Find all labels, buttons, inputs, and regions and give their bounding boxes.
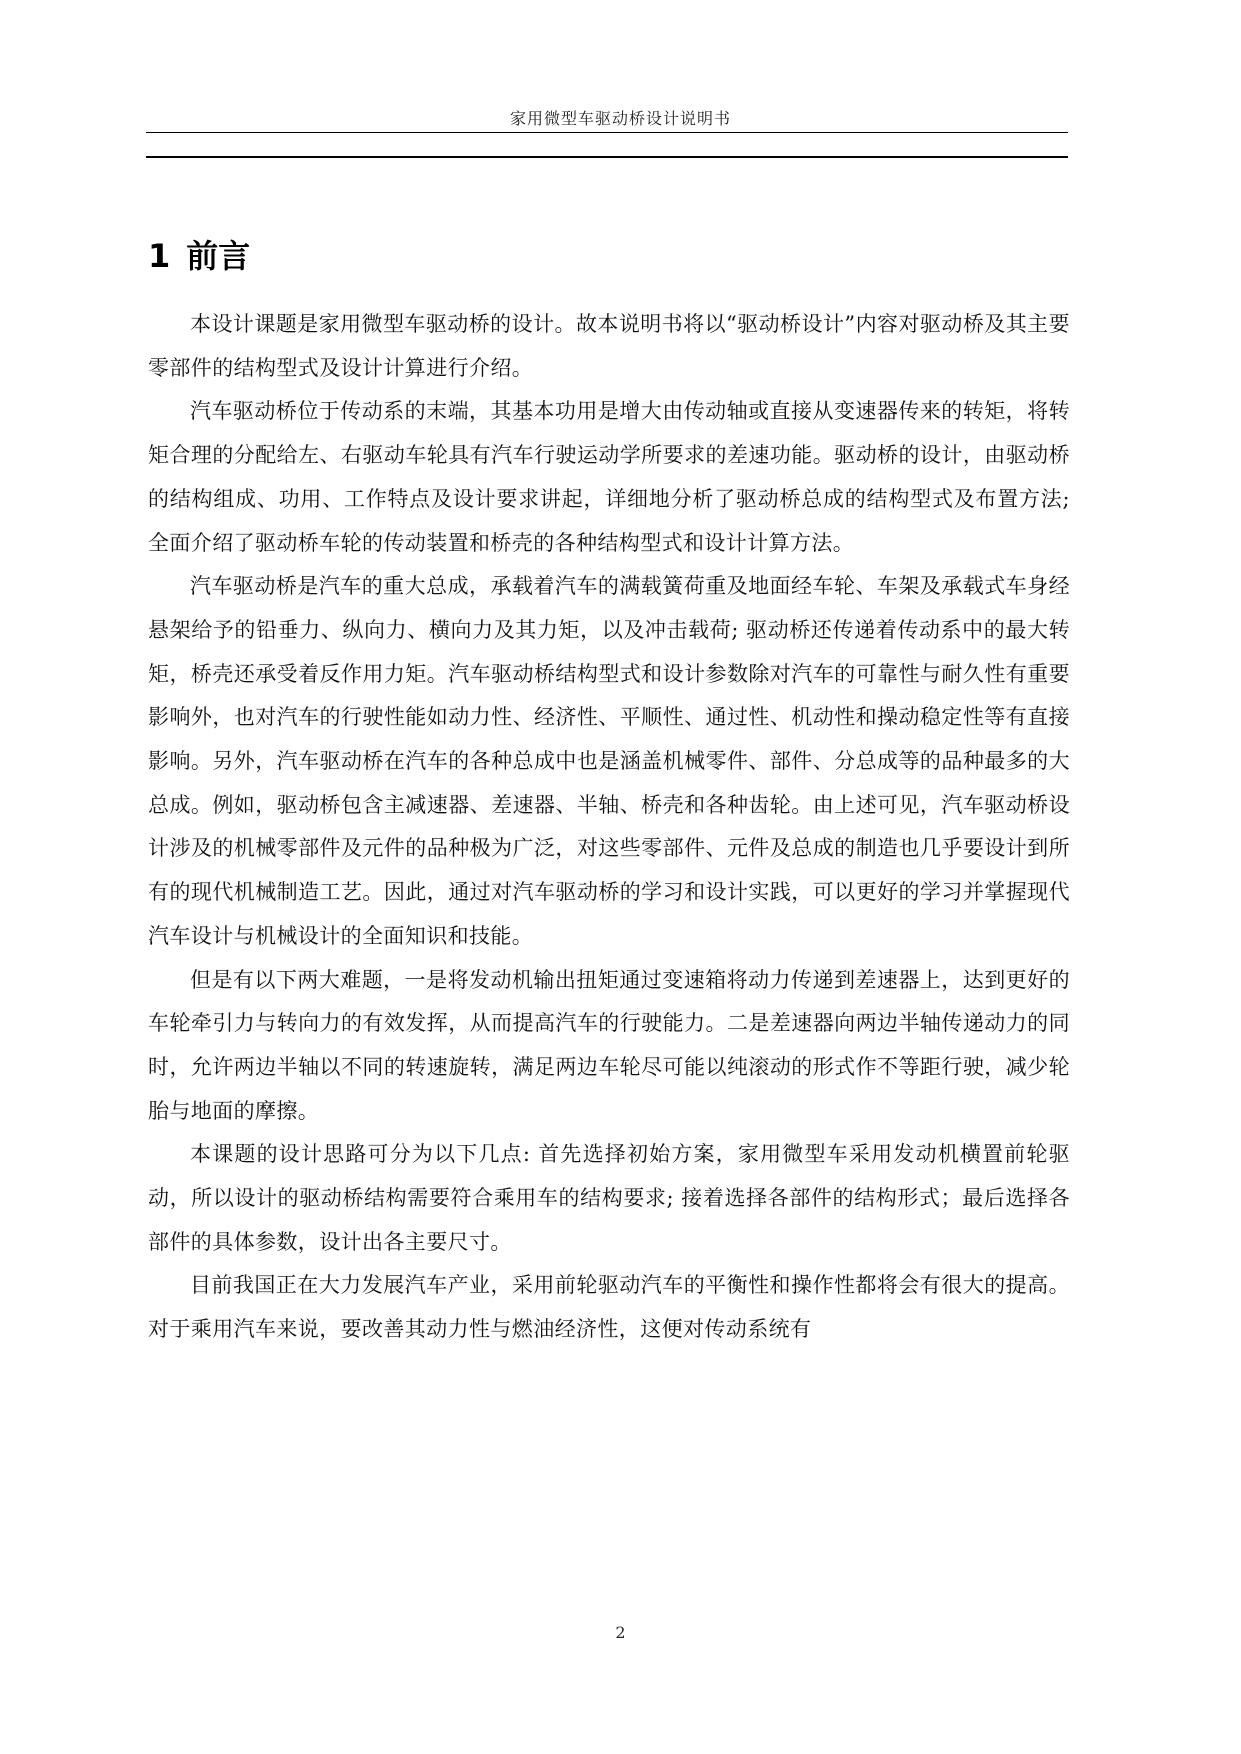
paragraph: 本课题的设计思路可分为以下几点: 首先选择初始方案，家用微型车采用发动机横置前轮驱动，所以设计的驱动桥结构需要符合乘用车的结构要求; 接着选择各部件的结构形式；最后选择各部件的具体参数，设计出各主要尺寸。 xyxy=(148,1142,1070,1254)
page-number: 2 xyxy=(615,1623,626,1642)
section-number: 1 xyxy=(148,237,171,275)
section-heading xyxy=(148,236,250,276)
paragraph: 目前我国正在大力发展汽车产业，采用前轮驱动汽车的平衡性和操作性都将会有很大的提高。对于乘用汽车来说，要改善其动力性与燃油经济性，这便对传动系统有 xyxy=(148,1273,1070,1342)
header-rule-thick xyxy=(146,156,1068,158)
header-rule-thin xyxy=(146,132,1068,133)
paragraph: 本设计课题是家用微型车驱动桥的设计。故本说明书将以“驱动桥设计”内容对驱动桥及其主要零部件的结构型式及设计计算进行介绍。 xyxy=(148,312,1070,380)
paragraph: 汽车驱动桥是汽车的重大总成，承载着汽车的满载簧荷重及地面经车轮、车架及承载式车身经悬架给予的铅垂力、纵向力、横向力及其力矩，以及冲击载荷; 驱动桥还传递着传动系中的最大转矩，桥壳还承受着反作用力矩。汽车驱动桥结构型式和设计参数除对汽车的可靠性与耐久性有重要影响外，也对汽车的行驶性能如动力性、经济性、平顺性、通过性、机动性和操动稳定性等有直接影响。另外，汽车驱动桥在汽车的各种总成中也是涵盖机械零件、部件、分总成等的品种最多的大总成。例如，驱动桥包含主减速器、差速器、半轴、桥壳和各种齿轮。由上述可见，汽车驱动桥设计涉及的机械零部件及元件的品种极为广泛，对这些零部件、元件及总成的制造也几乎要设计到所有的现代机械制造工艺。因此，通过对汽车驱动桥的学习和设计实践，可以更好的学习并掌握现代汽车设计与机械设计的全面知识和技能。 xyxy=(148,574,1070,948)
paragraph: 汽车驱动桥位于传动系的末端，其基本功用是增大由传动轴或直接从变速器传来的转矩，将转矩合理的分配给左、右驱动车轮具有汽车行驶运动学所要求的差速功能。驱动桥的设计，由驱动桥的结构组成、功用、工作特点及设计要求讲起，详细地分析了驱动桥总成的结构型式及布置方法; 全面介绍了驱动桥车轮的传动装置和桥壳的各种结构型式和设计计算方法。 xyxy=(148,399,1070,555)
body-text xyxy=(148,303,1070,1352)
running-header: 家用微型车驱动桥设计说明书 xyxy=(509,109,731,128)
section-title: 前言 xyxy=(186,237,251,275)
paragraph: 但是有以下两大难题，一是将发动机输出扭矩通过变速箱将动力传递到差速器上，达到更好的车轮牵引力与转向力的有效发挥，从而提高汽车的行驶能力。二是差速器向两边半轴传递动力的同时，允许两边半轴以不同的转速旋转，满足两边车轮尽可能以纯滚动的形式作不等距行驶，减少轮胎与地面的摩擦。 xyxy=(148,967,1070,1123)
